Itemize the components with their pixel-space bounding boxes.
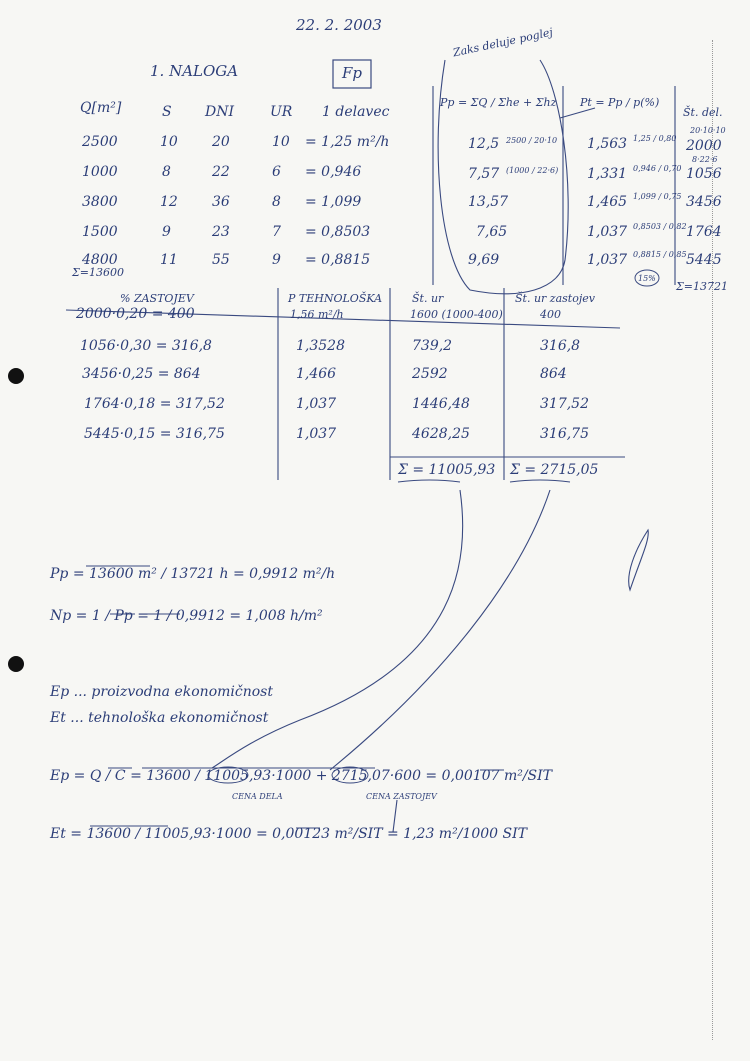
ep-note-cena-dela: CENA DELA xyxy=(232,792,283,801)
col-header-dni: DNI xyxy=(205,104,235,120)
pp-value: 7,65 xyxy=(476,224,508,240)
zastoj-calc: 2000·0,20 = 400 xyxy=(76,306,195,322)
zastoj-calc: 1764·0,18 = 317,52 xyxy=(84,396,225,412)
cell-delavec: = 0,946 xyxy=(305,164,362,180)
stdel-note: 20·10·10 xyxy=(690,126,726,135)
zastoj-ur-value: 317,52 xyxy=(540,396,589,412)
zastoj-calc: 1056·0,30 = 316,8 xyxy=(80,338,212,354)
et-definition: Et ... tehnološka ekonomičnost xyxy=(50,710,269,726)
cell-ur: 8 xyxy=(272,194,281,210)
ptehn-value: 1,037 xyxy=(296,426,337,442)
sum-stops: Σ = 2715,05 xyxy=(510,462,599,478)
col-header-q: Q[m²] xyxy=(80,100,122,116)
np-formula: Np = 1 / Pp = 1 / 0,9912 = 1,008 h/m² xyxy=(50,608,323,624)
pt-fraction: 1,099 / 0,75 xyxy=(633,192,682,201)
col-header-zastoji: % ZASTOJEV xyxy=(120,292,194,305)
q-sum: Σ=13600 xyxy=(72,266,124,279)
st-ur-value: 4628,25 xyxy=(412,426,470,442)
col-header-delavec: 1 delavec xyxy=(322,104,390,120)
cell-dni: 20 xyxy=(212,134,230,150)
zastoj-ur-value: 316,75 xyxy=(540,426,589,442)
stdel-sum: Σ=13721 xyxy=(676,280,728,293)
cell-s: 8 xyxy=(162,164,171,180)
cell-s: 11 xyxy=(160,252,178,268)
page-title: 1. NALOGA xyxy=(150,62,239,80)
col-header-ur: UR xyxy=(270,104,293,120)
cell-delavec: = 0,8815 xyxy=(305,252,371,268)
stdel-value: 3456 xyxy=(686,194,722,210)
pp-formula: Pp = 13600 m² / 13721 h = 0,9912 m²/h xyxy=(50,566,336,582)
st-ur-zastojev-sub: 400 xyxy=(540,308,561,321)
ep-calculation: Ep = Q / C = 13600 / 11005,93·1000 + 2715,07·600 = 0,00107 m²/SIT xyxy=(50,768,553,784)
st-ur-sub: 1600 (1000-400) xyxy=(410,308,503,321)
cell-q: 1500 xyxy=(82,224,118,240)
sum-hours: Σ = 11005,93 xyxy=(398,462,496,478)
cell-ur: 9 xyxy=(272,252,281,268)
cell-q: 4800 xyxy=(82,252,118,268)
stdel-note: 8·22·6 xyxy=(692,155,718,164)
pp-fraction: 2500 / 20·10 xyxy=(506,136,558,145)
cell-ur: 6 xyxy=(272,164,281,180)
pt-value: 1,037 xyxy=(587,252,628,268)
ep-definition: Ep ... proizvodna ekonomičnost xyxy=(50,684,273,700)
zastoj-ur-value: 864 xyxy=(540,366,567,382)
pt-value: 1,563 xyxy=(587,136,628,152)
pt-fraction: 0,946 / 0,70 xyxy=(633,164,682,173)
stdel-value: 2000 xyxy=(686,138,722,154)
pt-header: Pt = Pp / p(%) xyxy=(580,96,660,109)
pt-fraction: 0,8815 / 0,85 xyxy=(633,250,687,259)
st-ur-value: 1446,48 xyxy=(412,396,470,412)
zastoj-calc: 5445·0,15 = 316,75 xyxy=(84,426,225,442)
cell-s: 12 xyxy=(160,194,178,210)
zastoj-ur-value: 316,8 xyxy=(540,338,581,354)
stdel-value: 1056 xyxy=(686,166,722,182)
pp-value: 12,5 xyxy=(468,136,500,152)
cell-q: 3800 xyxy=(82,194,118,210)
ep-note-cena-zastojev: CENA ZASTOJEV xyxy=(366,792,437,801)
pt-value: 1,037 xyxy=(587,224,628,240)
stdel-value: 1764 xyxy=(686,224,722,240)
stdel-value: 5445 xyxy=(686,252,722,268)
col-header-s: S xyxy=(162,104,172,120)
cell-q: 2500 xyxy=(82,134,118,150)
ptehn-value: 1,037 xyxy=(296,396,337,412)
st-ur-value: 739,2 xyxy=(412,338,453,354)
pt-fraction: 1,25 / 0,80 xyxy=(633,134,677,143)
cell-dni: 23 xyxy=(212,224,230,240)
pt-value: 1,465 xyxy=(587,194,628,210)
cell-s: 9 xyxy=(162,224,171,240)
pt-fraction: 0,8503 / 0,82 xyxy=(633,222,687,231)
date: 22. 2. 2003 xyxy=(296,16,382,34)
stdel-header: Št. del. xyxy=(683,106,723,119)
cell-delavec: = 1,25 m²/h xyxy=(305,134,390,150)
cell-ur: 7 xyxy=(272,224,281,240)
pp-header: Pp = ΣQ / Σhe + Σhz xyxy=(440,96,557,109)
cell-dni: 36 xyxy=(212,194,230,210)
pp-value: 7,57 xyxy=(468,166,500,182)
top-annotation: Zaks deluje poglej xyxy=(451,25,554,60)
cell-delavec: = 0,8503 xyxy=(305,224,371,240)
col-header-st-ur-zastojev: Št. ur zastojev xyxy=(515,292,595,305)
st-ur-value: 2592 xyxy=(412,366,448,382)
col-header-st-ur: Št. ur xyxy=(412,292,444,305)
zastoj-calc: 3456·0,25 = 864 xyxy=(82,366,201,382)
cell-ur: 10 xyxy=(272,134,290,150)
cell-s: 10 xyxy=(160,134,178,150)
cell-dni: 22 xyxy=(212,164,230,180)
pp-fraction: (1000 / 22·6) xyxy=(506,166,559,175)
ptehnoloska-sub: 1,56 m²/h xyxy=(290,308,344,321)
pt-circled-note: 15% xyxy=(638,274,656,283)
ptehn-value: 1,466 xyxy=(296,366,337,382)
cell-dni: 55 xyxy=(212,252,230,268)
boxed-label: Fp xyxy=(342,64,363,82)
col-header-ptehnoloska: P TEHNOLOŠKA xyxy=(288,292,383,305)
pt-value: 1,331 xyxy=(587,166,628,182)
pp-value: 13,57 xyxy=(468,194,509,210)
cell-q: 1000 xyxy=(82,164,118,180)
cell-delavec: = 1,099 xyxy=(305,194,362,210)
ptehn-value: 1,3528 xyxy=(296,338,345,354)
et-calculation: Et = 13600 / 11005,93·1000 = 0,00123 m²/SIT = 1,23 m²/1000 SIT xyxy=(50,826,527,842)
pp-value: 9,69 xyxy=(468,252,500,268)
